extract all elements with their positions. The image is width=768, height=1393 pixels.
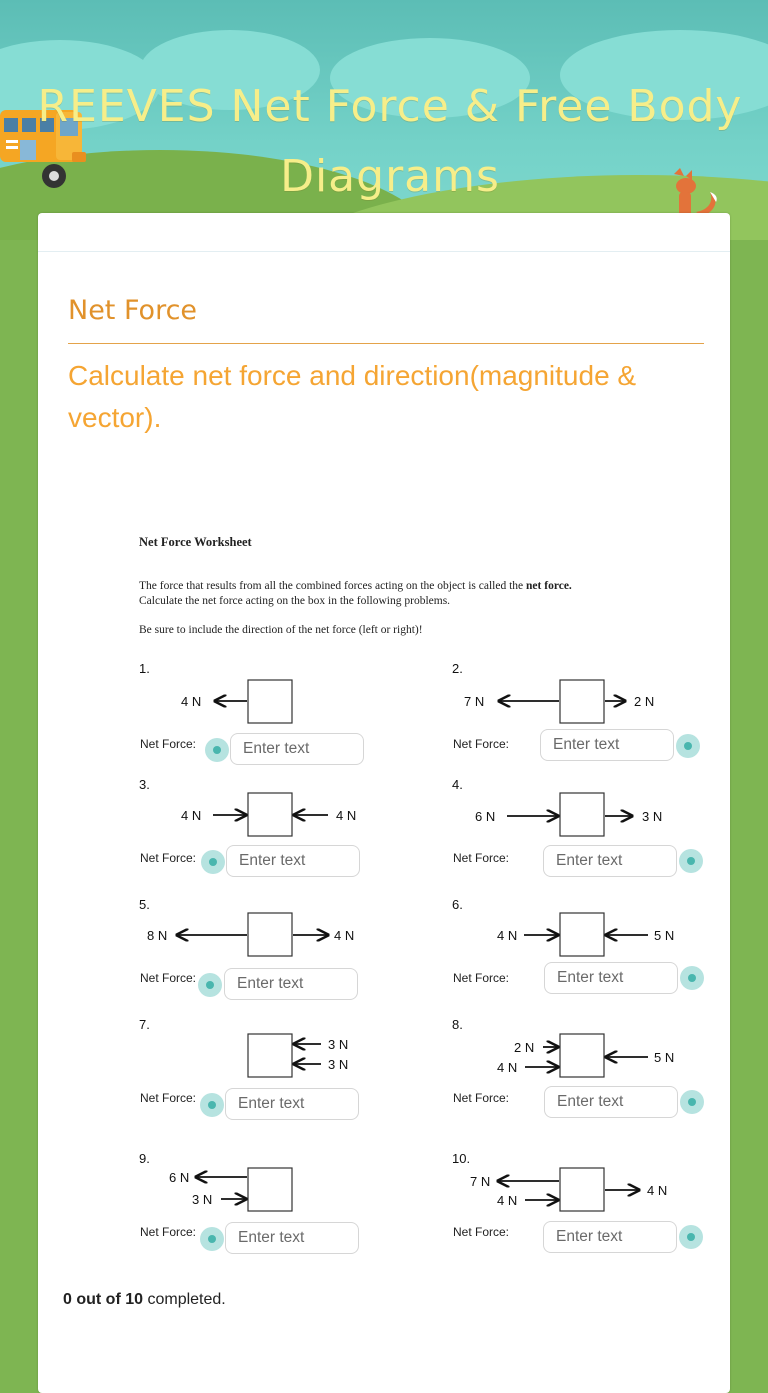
completion-status: [63, 1291, 226, 1309]
force-label: 4 N: [647, 1183, 668, 1198]
problem-number: 10.: [452, 1151, 471, 1166]
net-force-label: Net Force:: [453, 737, 510, 751]
worksheet-intro: The force that results from all the combined forces acting on the object is called the net force. Calculate the net force acting on the box in the following problems.: [139, 580, 572, 607]
answer-input-4[interactable]: [543, 845, 677, 877]
force-label: 4 N: [497, 1193, 518, 1208]
answer-input-1[interactable]: [230, 733, 364, 765]
answer-input-7[interactable]: [225, 1088, 359, 1120]
problem-number: 6.: [452, 897, 463, 912]
net-force-label: Net Force:: [140, 971, 197, 985]
net-force-label: Net Force:: [140, 851, 197, 865]
box: [248, 680, 292, 723]
worksheet-reminder: Be sure to include the direction of the net force (left or right)!: [139, 624, 423, 636]
force-label: 4 N: [181, 694, 202, 709]
problem-number: 2.: [452, 661, 463, 676]
box: [248, 1034, 292, 1077]
answer-pin-9[interactable]: [200, 1227, 224, 1251]
force-label: 3 N: [328, 1057, 349, 1072]
answer-pin-6[interactable]: [680, 966, 704, 990]
answer-pin-3[interactable]: [201, 850, 225, 874]
force-label: 5 N: [654, 1050, 675, 1065]
answer-pin-10[interactable]: [679, 1225, 703, 1249]
section-title: Net Force: [68, 295, 198, 326]
completion-count: 0 out of 10: [63, 1291, 144, 1308]
force-label: 6 N: [169, 1170, 190, 1185]
force-label: 5 N: [654, 928, 675, 943]
page-title: REEVES Net Force & Free Body Diagrams: [37, 81, 743, 202]
section-divider: [68, 343, 704, 344]
problem-number: 4.: [452, 777, 463, 792]
box: [560, 680, 604, 723]
box: [248, 793, 292, 836]
answer-pin-4[interactable]: [679, 849, 703, 873]
net-force-label: Net Force:: [453, 971, 510, 985]
force-diagrams: [38, 513, 730, 1293]
force-label: 4 N: [336, 808, 357, 823]
answer-input-3[interactable]: [226, 845, 360, 877]
force-label: 7 N: [470, 1174, 491, 1189]
problem-number: 7.: [139, 1017, 150, 1032]
force-label: 3 N: [328, 1037, 349, 1052]
box: [560, 913, 604, 956]
problem-number: 9.: [139, 1151, 150, 1166]
answer-input-8[interactable]: [544, 1086, 678, 1118]
net-force-label: Net Force:: [140, 1091, 197, 1105]
answer-input-9[interactable]: [225, 1222, 359, 1254]
problem-number: 1.: [139, 661, 150, 676]
completion-suffix: completed.: [147, 1291, 226, 1308]
force-label: 4 N: [334, 928, 355, 943]
force-label: 7 N: [464, 694, 485, 709]
answer-pin-2[interactable]: [676, 734, 700, 758]
worksheet-title: Net Force Worksheet: [139, 535, 252, 549]
net-force-label: Net Force:: [453, 1091, 510, 1105]
answer-input-6[interactable]: [544, 962, 678, 994]
net-force-label: Net Force:: [140, 737, 197, 751]
problem-number: 5.: [139, 897, 150, 912]
force-label: 2 N: [634, 694, 655, 709]
force-label: 8 N: [147, 928, 168, 943]
answer-pin-1[interactable]: [205, 738, 229, 762]
force-label: 4 N: [497, 1060, 518, 1075]
force-label: 2 N: [514, 1040, 535, 1055]
answer-pin-7[interactable]: [200, 1093, 224, 1117]
answer-pin-8[interactable]: [680, 1090, 704, 1114]
box: [560, 1168, 604, 1211]
net-force-label: Net Force:: [453, 1225, 510, 1239]
answer-pin-5[interactable]: [198, 973, 222, 997]
worksheet-image: [38, 513, 730, 1293]
force-label: 4 N: [181, 808, 202, 823]
box: [560, 793, 604, 836]
force-label: 6 N: [475, 809, 496, 824]
force-label: 3 N: [642, 809, 663, 824]
worksheet-card: [38, 213, 730, 1393]
header-banner: [0, 0, 768, 240]
box: [248, 1168, 292, 1211]
answer-input-10[interactable]: [543, 1221, 677, 1253]
section-instructions: Calculate net force and direction(magnitude & vector).: [68, 360, 637, 433]
box: [560, 1034, 604, 1077]
answer-input-5[interactable]: [224, 968, 358, 1000]
net-force-label: Net Force:: [140, 1225, 197, 1239]
problem-number: 3.: [139, 777, 150, 792]
force-label: 4 N: [497, 928, 518, 943]
net-force-label: Net Force:: [453, 851, 510, 865]
box: [248, 913, 292, 956]
card-top-bar: [38, 213, 730, 252]
answer-input-2[interactable]: [540, 729, 674, 761]
force-label: 3 N: [192, 1192, 213, 1207]
problem-number: 8.: [452, 1017, 463, 1032]
